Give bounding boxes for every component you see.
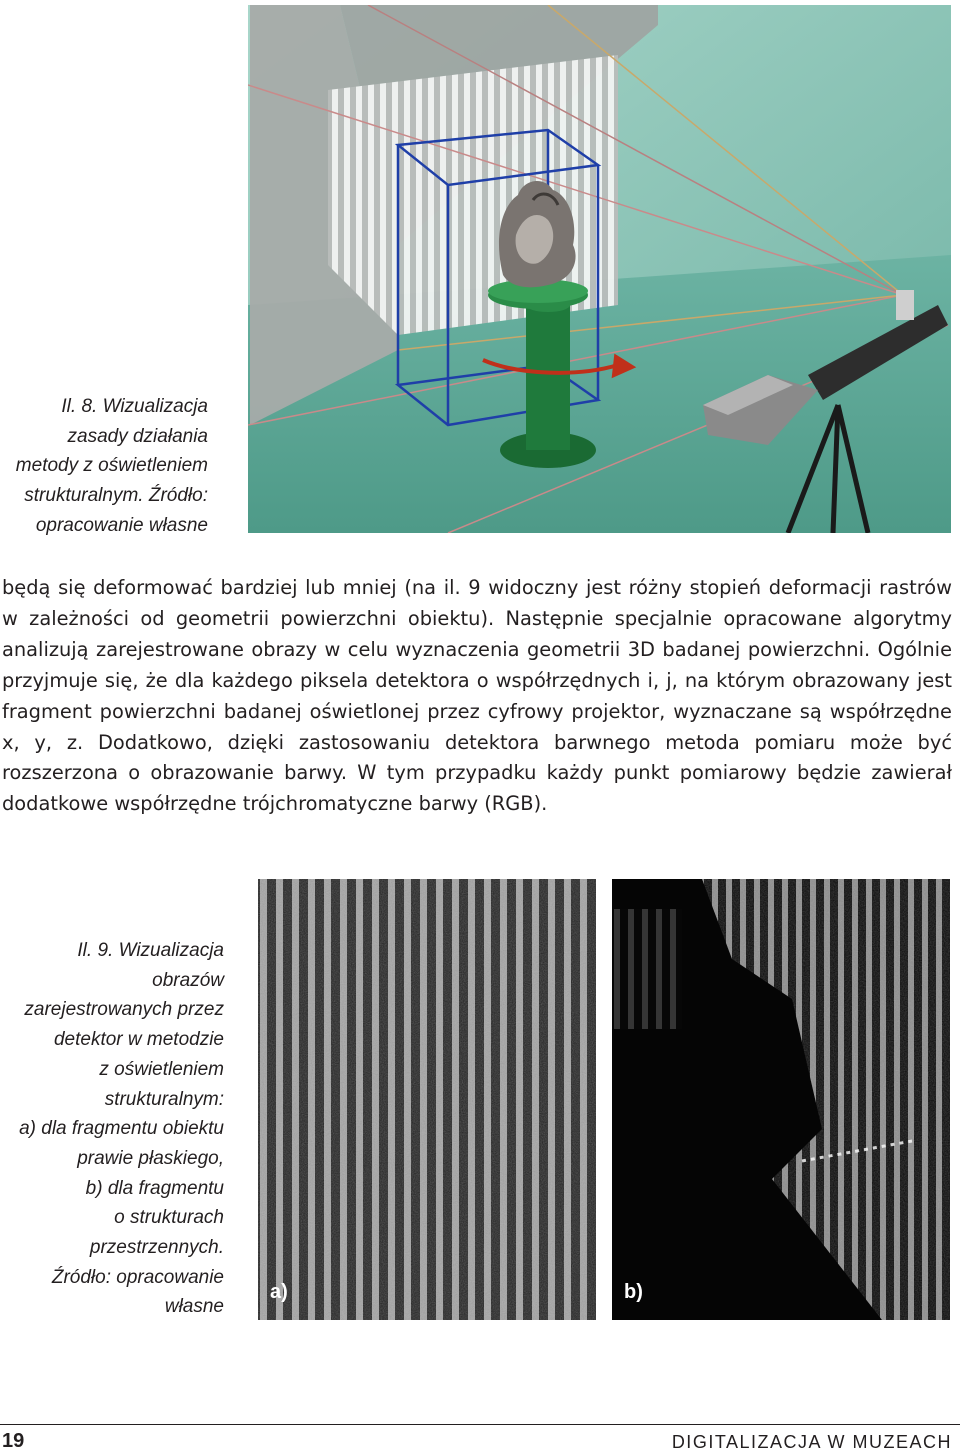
body-paragraph: będą się deformować bardziej lub mniej (na il. 9 widoczny jest różny stopień deformacji rastrów w zależności od geometrii powierzchni obiektu). Następnie specjalnie opracowane algorytmy analizują zarejestrowane obrazy w celu wyznaczenia geometrii 3D badanej powierzchni. Ogólnie przyjmuje się, że dla każdego piksela detektora o współrzędnych i, j, na którym obrazowany jest fragment powierzchni badanej oświetlonej przez cyfrowy projektor, wyznaczane są współrzędne x, y, z. Dodatkowo, dzięki zastosowaniu detektora barwnego metoda pomiaru może być rozszerzona o obrazowanie barwy. W tym przypadku każdy punkt pomiarowy będzie zawierał dodatkowe współrzędne trójchromatyczne barwy (RGB).: [2, 576, 952, 816]
panel-a-label: a): [270, 1281, 288, 1303]
figure-8-caption: Il. 8. Wizualizacja zasady działania metody z oświetleniem strukturalnym. Źródło: opracowanie własne: [15, 396, 208, 536]
footer-divider: [0, 1424, 960, 1425]
figure-8-illustration: [248, 5, 951, 533]
figure-9-photo-a: [258, 879, 596, 1320]
running-head: DIGITALIZACJA W MUZEACH: [671, 1432, 952, 1452]
page-number: 19: [2, 1430, 25, 1452]
figure-9-photo-b: [612, 879, 950, 1320]
panel-b-label: b): [624, 1281, 643, 1303]
figure-9-caption: Il. 9. Wizualizacja obrazów zarejestrowanych przez detektor w metodzie z oświetleniem strukturalnym: a) dla fragmentu obiektu prawie płaskiego, b) dla fragmentu o strukturach przestrzennych. Źródło: opracowanie własne: [19, 940, 224, 1318]
